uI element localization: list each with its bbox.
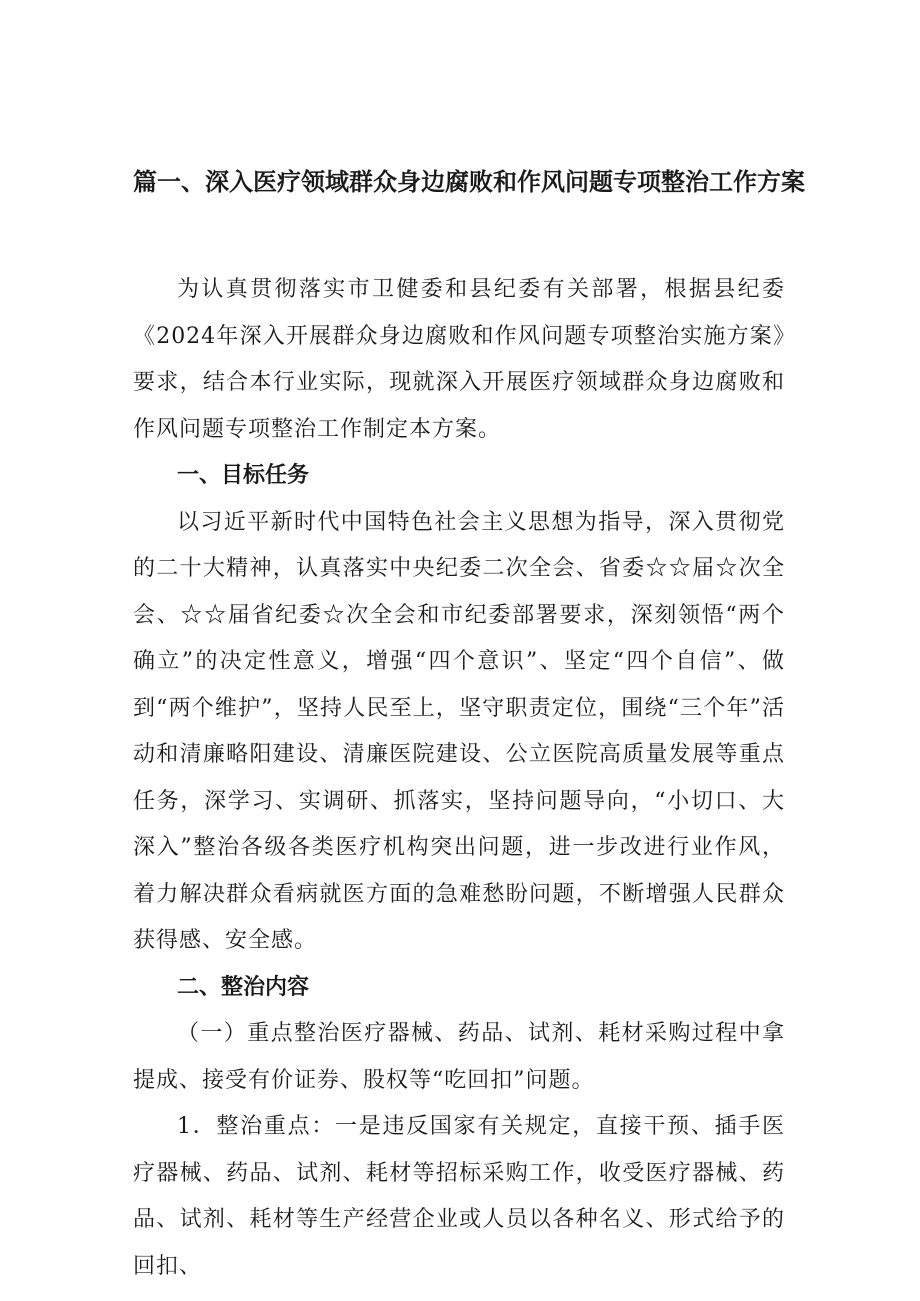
document-body [133, 267, 785, 1290]
intro-paragraph: 为认真贯彻落实市卫健委和县纪委有关部署，根据县纪委《2024年深入开展群众身边腐败和作风问题专项整治实施方案》要求，结合本行业实际，现就深入开展医疗领域群众身边腐败和作风问题专项整治工作制定本方案。 [133, 277, 785, 442]
section-heading-goals: 一、目标任务 [177, 463, 310, 488]
content-item-1-point-1: 1．整治重点：一是违反国家有关规定，直接干预、插手医疗器械、药品、试剂、耗材等招标采购工作，收受医疗器械、药品、试剂、耗材等生产经营企业或人员以各种名义、形式给予的回扣、 [133, 1114, 785, 1279]
goals-paragraph: 以习近平新时代中国特色社会主义思想为指导，深入贯彻党的二十大精神，认真落实中央纪委二次全会、省委☆☆届☆次全会、☆☆届省纪委☆次全会和市纪委部署要求，深刻领悟“两个确立”的决定性意义，增强“四个意识”、坚定“四个自信”、做到“两个维护”，坚持人民至上，坚守职责定位，围绕“三个年”活动和清廉略阳建设、清廉医院建设、公立医院高质量发展等重点任务，深学习、实调研、抓落实，坚持问题导向，“小切口、大深入”整治各级各类医疗机构突出问题，进一步改进行业作风，着力解决群众看病就医方面的急难愁盼问题，不断增强人民群众获得感、安全感。 [133, 509, 785, 953]
content-item-1: （一）重点整治医疗器械、药品、试剂、耗材采购过程中拿提成、接受有价证券、股权等“吃回扣”问题。 [133, 1021, 785, 1093]
document-title: 篇一、深入医疗领域群众身边腐败和作风问题专项整治工作方案 [133, 168, 805, 196]
section-heading-content: 二、整治内容 [177, 974, 310, 1000]
